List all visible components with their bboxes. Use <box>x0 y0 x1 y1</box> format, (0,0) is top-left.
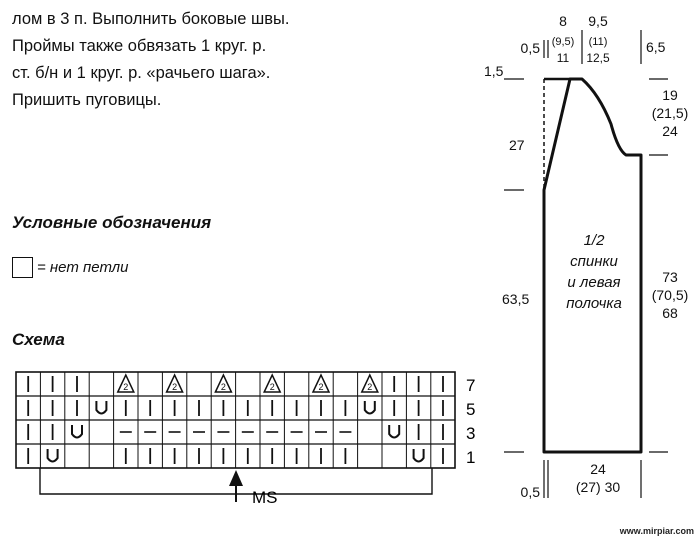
piece-label: спинки <box>570 253 618 270</box>
knitting-chart <box>16 372 475 507</box>
dim-top-col1: (9,5) <box>551 36 575 48</box>
svg-text:2: 2 <box>220 382 226 392</box>
piece-label: и левая <box>567 274 621 291</box>
dim-right-armhole: 19 <box>662 87 678 103</box>
dim-bottom-width: 24 <box>590 461 606 477</box>
dim-left-bottom: 0,5 <box>520 484 540 500</box>
yarn-over-icon <box>48 449 58 462</box>
yarn-over-icon <box>414 449 424 462</box>
piece-label: полочка <box>566 295 622 312</box>
piece-label: 1/2 <box>583 232 605 249</box>
pattern-labels <box>484 13 688 500</box>
scheme-title: Схема <box>12 330 65 349</box>
ms-arrow-head <box>229 470 243 486</box>
dim-top-col2: 12,5 <box>586 51 610 65</box>
dim-right-armhole: (21,5) <box>651 105 689 121</box>
dim-right-total: 68 <box>662 305 678 321</box>
yarn-over-icon <box>96 401 106 414</box>
dim-top-col2: (11) <box>588 36 608 48</box>
svg-text:2: 2 <box>367 382 373 392</box>
dim-left-shoulder: 1,5 <box>484 63 504 79</box>
dim-top-col1: 11 <box>556 51 570 65</box>
dim-right-total: 73 <box>662 269 678 285</box>
dim-right-armhole: 24 <box>662 123 678 139</box>
row-number: 7 <box>466 376 476 395</box>
svg-text:2: 2 <box>123 382 129 392</box>
svg-text:2: 2 <box>318 382 324 392</box>
decrease-stitch-icon <box>215 375 231 392</box>
dim-bottom-width: (27) 30 <box>575 479 621 495</box>
decrease-stitch-icon <box>264 375 280 392</box>
yarn-over-icon <box>389 425 399 438</box>
dim-left-armhole: 27 <box>509 137 525 153</box>
decrease-stitch-icon <box>362 375 378 392</box>
watermark: www.mirpiar.com <box>619 526 694 536</box>
instruction-line: Проймы также обвязать 1 круг. р. <box>12 37 267 55</box>
row-number: 5 <box>466 400 476 419</box>
svg-text:2: 2 <box>269 382 275 392</box>
decrease-stitch-icon <box>118 375 134 392</box>
yarn-over-icon <box>365 401 375 414</box>
instruction-line: лом в 3 п. Выполнить боковые швы. <box>12 10 290 28</box>
dim-right-total: (70,5) <box>651 287 689 303</box>
legend-item-label: = нет петли <box>37 259 129 276</box>
svg-text:2: 2 <box>172 382 178 392</box>
dim-top-col1: 8 <box>559 13 567 29</box>
dim-top-col3: 6,5 <box>646 39 666 55</box>
dim-top-left-gap: 0,5 <box>520 40 540 56</box>
instruction-line: ст. б/н и 1 круг. р. «рачьего шага». <box>12 64 271 82</box>
dim-left-body: 63,5 <box>502 291 530 307</box>
dim-top-col2: 9,5 <box>588 13 608 29</box>
decrease-stitch-icon <box>167 375 183 392</box>
ms-label: MS <box>252 488 278 507</box>
yarn-over-icon <box>72 425 82 438</box>
legend-title: Условные обозначения <box>12 213 212 232</box>
row-number: 3 <box>466 424 476 443</box>
decrease-stitch-icon <box>313 375 329 392</box>
row-number: 1 <box>466 448 476 467</box>
instruction-line: Пришить пуговицы. <box>12 91 162 109</box>
